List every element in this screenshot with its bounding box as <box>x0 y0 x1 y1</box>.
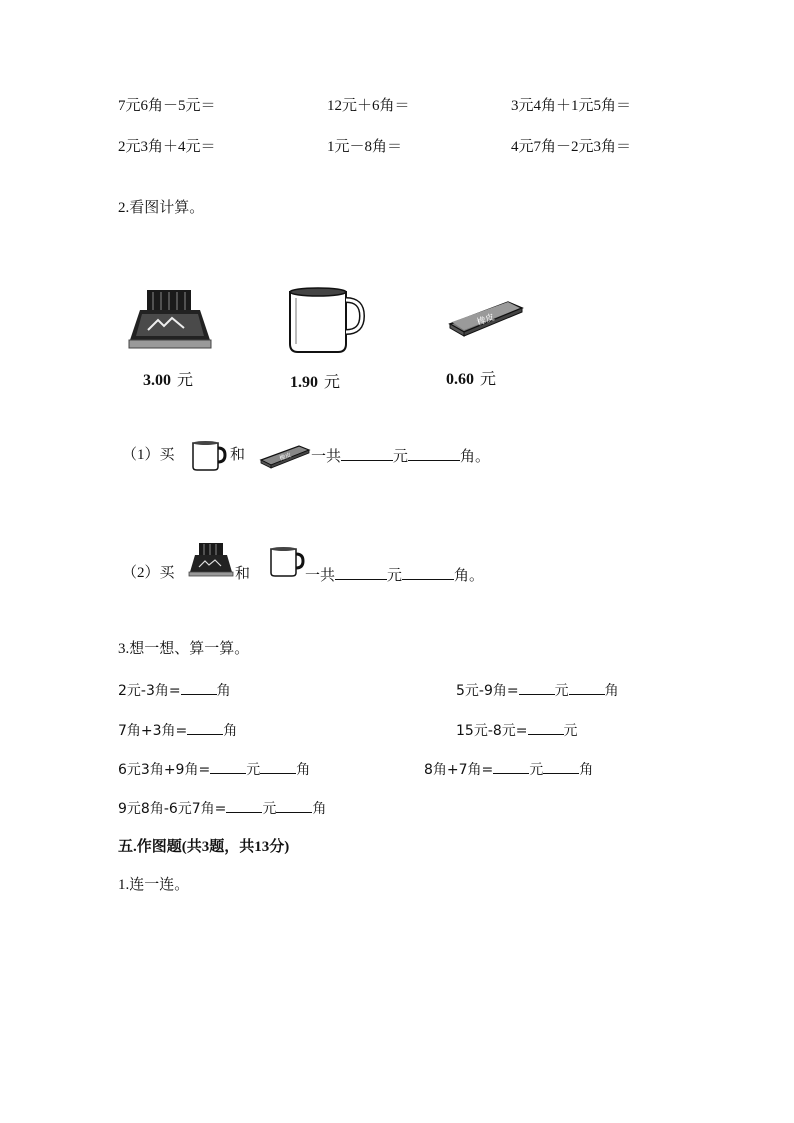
pencil-box-small-icon <box>189 542 233 578</box>
sub2-answer-line: 一共 元 角。 <box>305 565 484 585</box>
equation-1: 7元6角－5元＝ <box>118 98 216 114</box>
answer-blank[interactable] <box>187 720 223 735</box>
question-2-title: 2.看图计算。 <box>118 200 205 216</box>
jiao-blank[interactable] <box>408 446 460 461</box>
answer-blank[interactable] <box>210 759 246 774</box>
sub2-number: （2）买 <box>122 565 175 581</box>
sub1-answer-line: 一共 元 角。 <box>311 446 490 466</box>
section-5-heading: 五.作图题(共3题，共13分) <box>118 839 290 855</box>
equation-3: 3元4角＋1元5角＝ <box>511 98 632 114</box>
answer-blank[interactable] <box>276 798 312 813</box>
sub2-and: 和 <box>235 566 251 582</box>
q3-item-4: 15元-8元= 元 <box>456 720 578 740</box>
equation-5: 1元－8角＝ <box>327 139 403 155</box>
price-mug: 1.90 元 <box>290 374 341 391</box>
answer-blank[interactable] <box>569 680 605 695</box>
equation-6: 4元7角－2元3角＝ <box>511 139 632 155</box>
answer-blank[interactable] <box>226 798 262 813</box>
pencil-box-image <box>128 288 212 352</box>
q3-item-3: 7角+3角= 角 <box>118 720 237 740</box>
price-eraser: 0.60 元 <box>446 371 497 388</box>
sub1-number: （1）买 <box>122 447 175 463</box>
price-pencil-box: 3.00 元 <box>143 372 194 389</box>
q3-item-2: 5元-9角= 元 角 <box>456 680 619 700</box>
svg-text:橡皮: 橡皮 <box>278 451 293 463</box>
eraser-image <box>446 298 526 338</box>
answer-blank[interactable] <box>493 759 529 774</box>
eraser-label: 橡皮 <box>475 312 497 329</box>
q3-item-6: 8角+7角= 元 角 <box>424 759 593 779</box>
answer-blank[interactable] <box>260 759 296 774</box>
question-3-title: 3.想一想、算一算。 <box>118 641 250 657</box>
question-5-1-title: 1.连一连。 <box>118 877 190 893</box>
mug-small-icon-2 <box>269 546 305 578</box>
answer-blank[interactable] <box>519 680 555 695</box>
answer-blank[interactable] <box>181 680 217 695</box>
q3-item-7: 9元8角-6元7角= 元 角 <box>118 798 326 818</box>
mug-image <box>286 286 366 356</box>
yuan-blank[interactable] <box>341 446 393 461</box>
equation-4: 2元3角＋4元＝ <box>118 139 216 155</box>
q3-item-1: 2元-3角= 角 <box>118 680 231 700</box>
answer-blank[interactable] <box>528 720 564 735</box>
eraser-small-icon <box>259 443 311 469</box>
answer-blank[interactable] <box>543 759 579 774</box>
yuan-blank[interactable] <box>335 565 387 580</box>
mug-small-icon <box>191 440 227 472</box>
q3-item-5: 6元3角+9角= 元 角 <box>118 759 310 779</box>
equation-2: 12元＋6角＝ <box>327 98 410 114</box>
sub1-and: 和 <box>230 447 246 463</box>
jiao-blank[interactable] <box>402 565 454 580</box>
